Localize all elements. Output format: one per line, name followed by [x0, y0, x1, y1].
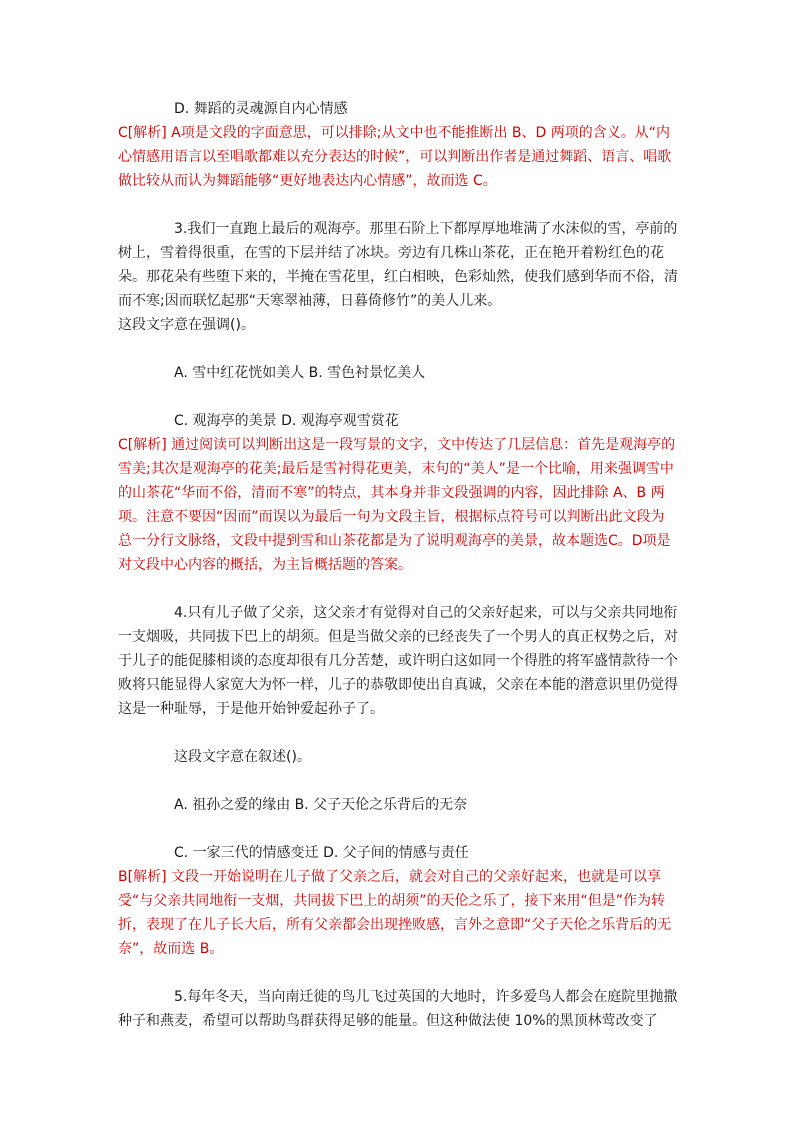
- spacer: [118, 721, 678, 745]
- spacer: [118, 961, 678, 985]
- spacer: [118, 193, 678, 217]
- q3-options-ab: A. 雪中红花恍如美人 B. 雪色衬景忆美人: [174, 365, 426, 381]
- q4-options-cd: C. 一家三代的情感变迁 D. 父子间的情感与责任: [174, 845, 469, 861]
- spacer: [118, 385, 678, 409]
- q3-options-cd: C. 观海亭的美景 D. 观海亭观雪赏花: [174, 413, 399, 429]
- spacer: [118, 337, 678, 361]
- q4-question: 这段文字意在叙述()。: [174, 749, 311, 765]
- spacer: [118, 769, 678, 793]
- q3-passage: 3.我们一直跑上最后的观海亭。那里石阶上下都厚厚地堆满了水沫似的雪，亭前的树上，雪着得很重，在雪的下层并结了冰块。旁边有几株山茶花，正在艳开着粉红色的花朵。那花朵有些堕下来的，半掩在雪花里，红白相映，色彩灿然，使我们感到华而不俗，清而不寒;因而联忆起那“天寒翠袖薄，日暮倚修竹”的美人儿来。: [118, 221, 678, 309]
- q5-passage: 5.每年冬天，当向南迁徙的鸟儿飞过英国的大地时，许多爱鸟人都会在庭院里抛撒种子和燕麦，希望可以帮助鸟群获得足够的能量。但这种做法使 10%的黑顶林莺改变了: [118, 989, 678, 1029]
- q3-question: 这段文字意在强调()。: [118, 317, 255, 333]
- q2-option-d: D. 舞蹈的灵魂源自内心情感: [174, 101, 348, 117]
- spacer: [118, 817, 678, 841]
- spacer: [118, 577, 678, 601]
- q4-options-ab: A. 祖孙之爱的缘由 B. 父子天伦之乐背后的无奈: [174, 797, 468, 813]
- document-page: [118, 97, 678, 1033]
- q2-analysis: C[解析] A项是文段的字面意思，可以排除;从文中也不能推断出 B、D 两项的含义。从“内心情感用语言以至唱歌都难以充分表达的时候”，可以判断出作者是通过舞蹈、语言、唱歌做比较从而认为舞蹈能够“更好地表达内心情感”，故而选 C。: [118, 125, 672, 189]
- q3-analysis: C[解析] 通过阅读可以判断出这是一段写景的文字，文中传达了几层信息：首先是观海亭的雪美;其次是观海亭的花美;最后是雪衬得花更美，末句的“美人”是一个比喻，用来强调雪中的山茶花“华而不俗，清而不寒”的特点，其本身并非文段强调的内容，因此排除 A、B 两项。注意不要因“因而”而误以为最后一句为文段主旨，根据标点符号可以判断出此文段为总一分行文脉络，文段中提到雪和山茶花都是为了说明观海亭的美景，故本题选C。D项是对文段中心内容的概括，为主旨概括题的答案。: [118, 437, 676, 573]
- q4-analysis: B[解析] 文段一开始说明在儿子做了父亲之后，就会对自己的父亲好起来，也就是可以享受“与父亲共同地衔一支烟，共同拔下巴上的胡须”的天伦之乐了，接下来用“但是”作为转折，表现了在儿子长大后，所有父亲都会出现挫败感，言外之意即“父子天伦之乐背后的无奈”，故而选 B。: [118, 869, 672, 957]
- q4-passage: 4.只有儿子做了父亲，这父亲才有觉得对自己的父亲好起来，可以与父亲共同地衔一支烟吸，共同拔下巴上的胡须。但是当做父亲的已经丧失了一个男人的真正权势之后，对于儿子的能促膝相谈的态度却很有几分苦楚，或许明白这如同一个得胜的将军盛情款待一个败将只能显得人家宽大为怀一样，儿子的恭敬即使出自真诚，父亲在本能的潜意识里仍觉得这是一种耻辱，于是他开始钟爱起孙子了。: [118, 605, 678, 717]
